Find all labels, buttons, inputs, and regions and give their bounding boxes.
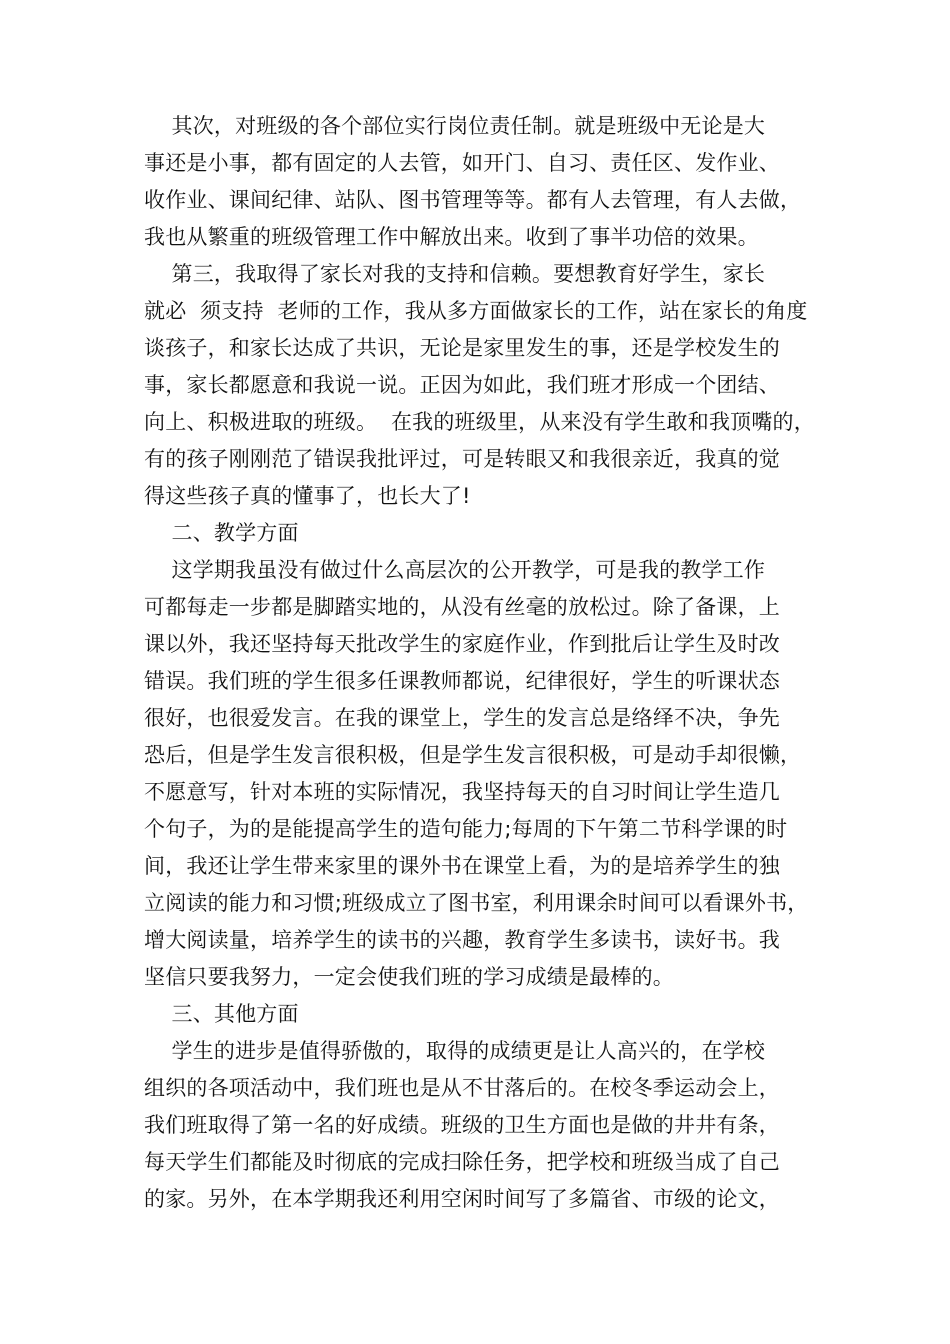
body-text [144, 108, 828, 1218]
text-line: 很好，也很爱发言。在我的课堂上，学生的发言总是络绎不决，争先 [144, 706, 780, 730]
text-line: 有的孩子刚刚范了错误我批评过，可是转眼又和我很亲近，我真的觉 [144, 447, 780, 471]
text-line: 得这些孩子真的懂事了，也长大了! [144, 484, 471, 508]
text-line: 事还是小事，都有固定的人去管，如开门、自习、责任区、发作业、 [144, 151, 780, 175]
text-line: 第三，我取得了家长对我的支持和信赖。要想教育好学生，家长 [144, 262, 766, 286]
text-line: 增大阅读量，培养学生的读书的兴趣，教育学生多读书，读好书。我 [144, 928, 780, 952]
text-line: 其次，对班级的各个部位实行岗位责任制。就是班级中无论是大 [144, 114, 766, 138]
text-line: 间，我还让学生带来家里的课外书在课堂上看，为的是培养学生的独 [144, 854, 780, 878]
text-line: 课以外，我还坚持每天批改学生的家庭作业，作到批后让学生及时改 [144, 632, 780, 656]
text-line: 每天学生们都能及时彻底的完成扫除任务，把学校和班级当成了自己 [144, 1150, 780, 1174]
text-line: 就必 须支持 老师的工作，我从多方面做家长的工作，站在家长的角度 [144, 299, 808, 323]
section-heading: 二、教学方面 [144, 521, 299, 545]
text-line: 我们班取得了第一名的好成绩。班级的卫生方面也是做的井井有条， [144, 1113, 780, 1137]
text-line: 收作业、课间纪律、站队、图书管理等等。都有人去管理，有人去做， [144, 188, 802, 212]
text-line: 我也从繁重的班级管理工作中解放出来。收到了事半功倍的效果。 [144, 225, 759, 249]
text-line: 恐后，但是学生发言很积极，但是学生发言很积极，可是动手却很懒， [144, 743, 802, 767]
text-line: 谈孩子，和家长达成了共识，无论是家里发生的事，还是学校发生的 [144, 336, 780, 360]
text-line: 个句子，为的是能提高学生的造句能力;每周的下午第二节科学课的时 [144, 817, 788, 841]
text-line: 坚信只要我努力，一定会使我们班的学习成绩是最棒的。 [144, 965, 674, 989]
section-heading: 三、其他方面 [144, 1002, 299, 1026]
text-line: 的家。另外，在本学期我还利用空闲时间写了多篇省、市级的论文， [144, 1187, 780, 1211]
text-line: 可都每走一步都是脚踏实地的，从没有丝毫的放松过。除了备课，上 [144, 595, 780, 619]
text-line: 错误。我们班的学生很多任课教师都说，纪律很好，学生的听课状态 [144, 669, 780, 693]
text-line: 向上、积极进取的班级。 在我的班级里，从来没有学生敢和我顶嘴的， [144, 410, 815, 434]
text-line: 立阅读的能力和习惯;班级成立了图书室，利用课余时间可以看课外书， [144, 891, 809, 915]
text-line: 不愿意写，针对本班的实际情况，我坚持每天的自习时间让学生造几 [144, 780, 780, 804]
text-line: 组织的各项活动中，我们班也是从不甘落后的。在校冬季运动会上， [144, 1076, 780, 1100]
text-line: 事，家长都愿意和我说一说。正因为如此，我们班才形成一个团结、 [144, 373, 780, 397]
text-line: 这学期我虽没有做过什么高层次的公开教学，可是我的教学工作 [144, 558, 766, 582]
text-line: 学生的进步是值得骄傲的，取得的成绩更是让人高兴的，在学校 [144, 1039, 766, 1063]
